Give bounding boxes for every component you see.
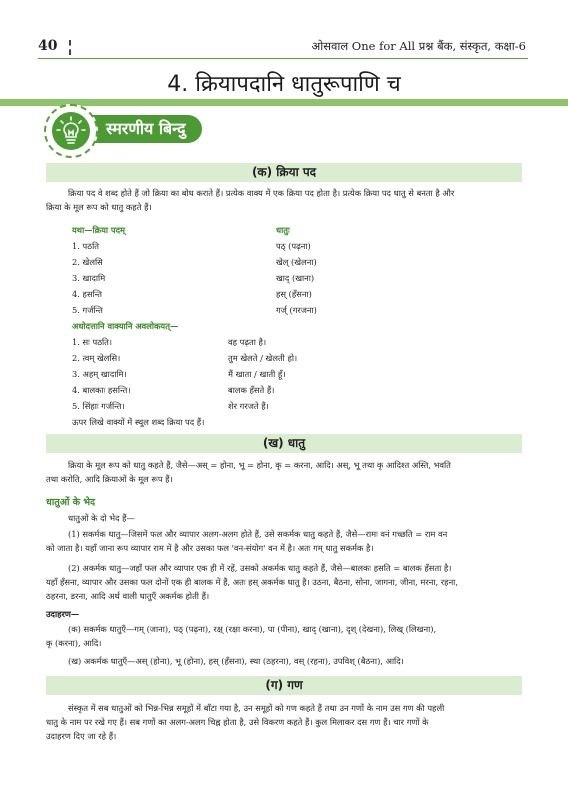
verb-pada: 5. गर्जन्ति <box>72 305 103 315</box>
gana-line-1: संस्कृत में सब धातुओं को भिन्न-भिन्न समूहों में बाँटा गया है, उन समूहों को गण कहते हैं तथा उन गणों के नाम उस गण की पहली <box>68 703 445 713</box>
sentence-hindi: शेर गरजते हैं। <box>228 401 269 411</box>
verb-pada: 3. खादामि <box>72 273 106 283</box>
dhatu-def-line-1: क्रिया के मूल रूप को धातु कहते हैं, जैसे—अस् = होना, भू = होना, कृ = करना, आदि। अस्, भू तथा कृ आदिश्त अस्ति, भवति <box>68 460 451 470</box>
section-heading-dhatu: (ख) धातु <box>46 434 522 453</box>
examples-heading: उदाहरण— <box>46 609 80 619</box>
akarmak-line-1: (2) अकर्मक धातु—जहाँ फल और व्यापार एक ही में रहें, उसको अकर्मक धातु कहते हैं, जैसे—बालकः हसति = बालक हँसता है। <box>68 563 452 573</box>
page-number: 40 <box>38 38 58 54</box>
verb-dhatu: खाद् (खाना) <box>276 273 315 283</box>
sentence-sanskrit: 2. त्वम् खेलसि। <box>72 353 121 363</box>
akarmak-line-3: ठहरना, डरना, आदि अर्थ वाली धातुएँ अकर्मक होती हैं। <box>46 591 210 601</box>
intro-line-1: क्रिया पद वे शब्द होते हैं जो क्रिया का बोध कराते हैं। प्रत्येक वाक्य में एक क्रिया पद होता है। प्रत्येक क्रिया पद धातु से बनता है और <box>68 188 455 198</box>
sentences-heading: अधोदत्तानि वाक्यानि अवलोकयत्— <box>72 321 179 331</box>
gana-paragraph <box>46 701 522 743</box>
running-header <box>38 37 528 59</box>
sakarmak-examples-line-1: (क) सकर्मक धातुएँ—गम् (जाना), पठ् (पढ़ना), रक्ष् (रक्षा करना), पा (पीना), खाद् (खाना), दृश् (देखना), लिख् (लिखना), <box>68 624 437 634</box>
dhatu-definition <box>46 458 522 486</box>
gana-line-3: उदाहरण दिए जा रहे हैं। <box>46 731 117 741</box>
badge-inner-circle <box>52 112 90 150</box>
section-heading-gana: (ग) गण <box>46 676 522 695</box>
col-head-kriya-padam: यथा—क्रिया पदम् <box>72 225 126 235</box>
verb-dhatu: गर्ज् (गरजना) <box>276 305 317 315</box>
verb-dhatu: खेल् (खेलना) <box>276 257 317 267</box>
sentence-hindi: तुम खेलते / खेलती हो। <box>228 353 298 363</box>
sentence-hindi: बालक हँसते हैं। <box>228 385 275 395</box>
memory-points-badge <box>44 104 98 158</box>
sentence-sanskrit: 4. बालकाः हसन्ति। <box>72 385 131 395</box>
intro-line-2: क्रिया के मूल रूप को धातु कहते हैं। <box>46 202 152 212</box>
memory-points-label: स्मरणीय बिन्दु <box>84 115 202 143</box>
dhatu-types-intro: धातुओं के दो भेद हैं— <box>68 513 135 523</box>
sentence-hindi: मैं खाता / खाती हूँ। <box>228 369 286 379</box>
akarmak-line-2: यहाँ हँसना, व्यापार और उसका फल दोनों एक ही बालक में हैं, अतः हस् अकर्मक धातु है। उठना, बैठना, सोना, जागना, जीना, मरना, रहना, <box>46 577 458 587</box>
sentence-sanskrit: 3. अहम् खादामि। <box>72 369 127 379</box>
sakarmak-examples-line-2: कृ (करना), आदि। <box>46 638 102 648</box>
verb-pada: 4. हसन्ति <box>72 289 103 299</box>
kriya-pad-intro <box>46 186 522 214</box>
verb-pada: 2. खेलसि <box>72 257 103 267</box>
verb-pada: 1. पठति <box>72 241 99 251</box>
header-divider <box>69 40 71 55</box>
akarmak-examples-line: (ख) अकर्मक धातुएँ—अस् (होना), भू (होना), हस् (हँसना), स्था (ठहरना), वस् (रहना), उपविश् (बैठना), आदि। <box>68 656 404 666</box>
section-heading-kriya-pad: (क) क्रिया पद <box>46 163 522 182</box>
akarmak-examples <box>46 654 522 668</box>
chapter-title: 4. क्रियापदानि धातुरूपाणि च <box>167 72 401 97</box>
lightbulb-icon <box>52 112 90 150</box>
verb-dhatu: पठ् (पढ़ना) <box>276 241 311 251</box>
running-title: ओसवाल One for All प्रश्न बैंक, संस्कृत, कक्षा-6 <box>311 39 526 53</box>
sentence-sanskrit: 1. सः पठति। <box>72 337 113 347</box>
gana-line-2: धातु के नाम पर रखे गए हैं। सब गणों का अलग-अलग चिह्न होता है, उसे विकरण कहते हैं। कुल मिलाकर दस गण हैं। चार गणों के <box>46 717 429 727</box>
title-underline-bar <box>0 99 568 106</box>
bold-words-note: ऊपर लिखे वाक्यों में स्थूल शब्द क्रिया पद हैं। <box>72 417 205 427</box>
dhatu-types-heading: धातुओं के भेद <box>46 497 96 508</box>
akarmak-paragraph <box>46 561 522 603</box>
sentence-sanskrit: 5. सिंहाः गर्जन्ति। <box>72 401 125 411</box>
sentence-hindi: वह पढ़ता है। <box>228 337 267 347</box>
sakarmak-paragraph <box>46 527 522 555</box>
verb-dhatu: हस् (हँसना) <box>276 289 312 299</box>
col-head-dhatu: धातुः <box>276 225 290 235</box>
dhatu-def-line-2: तथा करोति, आदि क्रियाओं के मूल रूप हैं। <box>46 474 173 484</box>
sakarmak-line-2: को जाता है। यहाँ जाना रूप व्यापार राम में है और उसका फल 'वन-संयोग' वन में है। अतः गम् धातु सकर्मक है। <box>46 543 374 553</box>
sakarmak-line-1: (1) सकर्मक धातु—जिसमें फल और व्यापार अलग-अलग होते हैं, उसे सकर्मक धातु कहते हैं, जैसे—रामः वनं गच्छति = राम वन <box>68 529 448 539</box>
sakarmak-examples <box>46 622 522 650</box>
